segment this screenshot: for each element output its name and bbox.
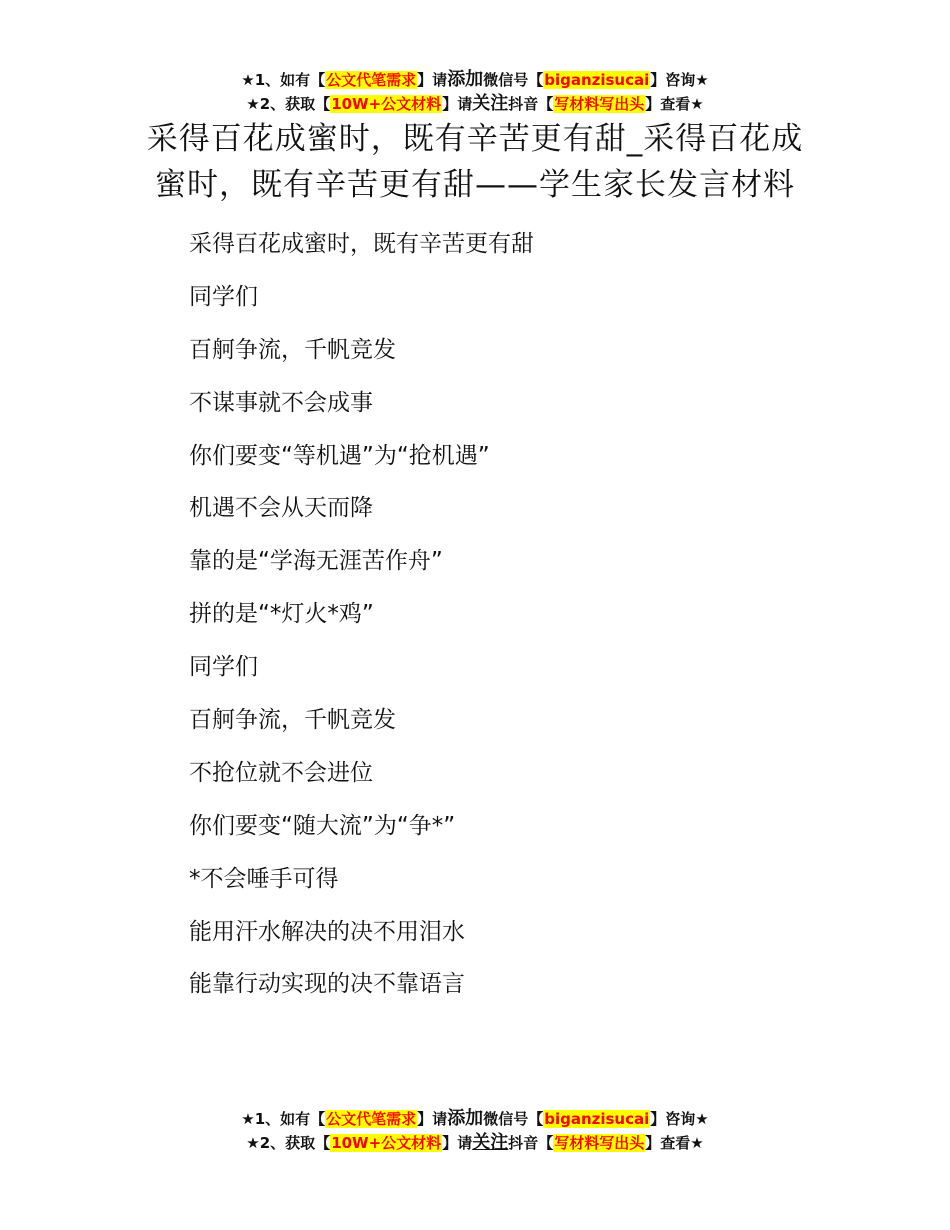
paragraph: 机遇不会从天而降: [189, 495, 373, 522]
banner-line-2: [0, 1131, 950, 1155]
paragraph: 采得百花成蜜时，既有辛苦更有甜: [189, 231, 534, 257]
paragraph: 你们要变“随大流”为“争*”: [189, 812, 456, 839]
banner-text: ★2、获取【: [246, 1134, 331, 1152]
paragraph: *不会唾手可得: [189, 865, 339, 892]
banner-text: 微信号【: [483, 71, 544, 89]
paragraph: 拼的是“*灯火*鸡”: [189, 601, 374, 628]
document-title: [100, 116, 850, 208]
paragraph: 不谋事就不会成事: [189, 389, 373, 416]
header-banner: [0, 68, 950, 116]
paragraph: 不抢位就不会进位: [189, 759, 373, 786]
highlight-service: 公文代笔需求: [326, 71, 417, 89]
banner-text: 】咨询★: [650, 71, 709, 89]
document-body: [189, 218, 849, 1011]
paragraph: 同学们: [189, 654, 258, 681]
banner-text: 】请: [417, 71, 448, 89]
banner-line-1: [0, 1107, 950, 1131]
banner-text: 】请: [417, 1110, 448, 1128]
banner-text: 抖音【: [508, 95, 554, 113]
highlight-materials: 10W+公文材料: [331, 95, 442, 113]
highlight-douyin: 写材料写出头: [554, 95, 645, 113]
banner-emphasis: 添加: [447, 69, 484, 90]
title-line-1: 采得百花成蜜时，既有辛苦更有甜_采得百花成: [146, 121, 804, 157]
banner-text: 】请: [442, 95, 473, 113]
highlight-service: 公文代笔需求: [326, 1110, 417, 1128]
banner-emphasis: 关注: [472, 93, 509, 114]
highlight-materials: 10W+公文材料: [331, 1134, 442, 1152]
paragraph: 你们要变“等机遇”为“抢机遇”: [189, 442, 490, 469]
paragraph: 同学们: [189, 283, 258, 310]
banner-line-1: [0, 68, 950, 92]
paragraph: 百舸争流，千帆竞发: [189, 707, 396, 734]
banner-text: 】请: [442, 1134, 473, 1152]
highlight-wechat-id: biganzisucai: [544, 1110, 650, 1128]
banner-emphasis: 关注: [472, 1132, 509, 1153]
paragraph: 靠的是“学海无涯苦作舟”: [189, 548, 443, 575]
banner-text: ★1、如有【: [241, 71, 326, 89]
banner-text: ★2、获取【: [246, 95, 331, 113]
banner-text: 】查看★: [645, 1134, 704, 1152]
highlight-wechat-id: biganzisucai: [544, 71, 650, 89]
highlight-douyin: 写材料写出头: [554, 1134, 645, 1152]
paragraph: 百舸争流，千帆竞发: [189, 336, 396, 363]
banner-text: 微信号【: [483, 1110, 544, 1128]
banner-line-2: [0, 92, 950, 116]
title-line-2: 蜜时，既有辛苦更有甜——学生家长发言材料: [155, 167, 795, 203]
footer-banner: [0, 1107, 950, 1155]
banner-text: 】查看★: [645, 95, 704, 113]
banner-text: ★1、如有【: [241, 1110, 326, 1128]
paragraph: 能用汗水解决的决不用泪水: [189, 918, 465, 945]
banner-text: 抖音【: [508, 1134, 554, 1152]
banner-emphasis: 添加: [447, 1108, 484, 1129]
paragraph: 能靠行动实现的决不靠语言: [189, 971, 465, 998]
banner-text: 】咨询★: [650, 1110, 709, 1128]
